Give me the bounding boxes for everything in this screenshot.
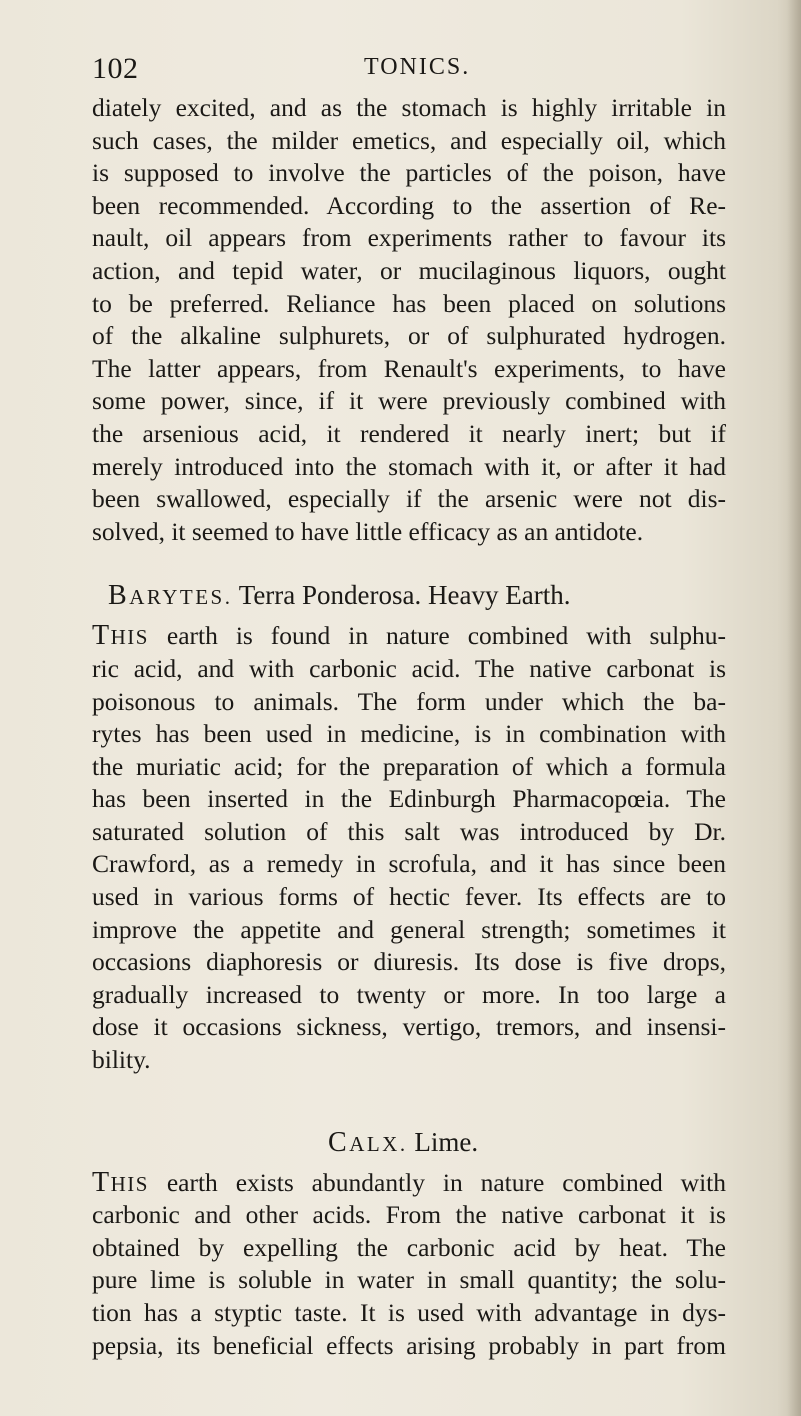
text-line: been swallowed, especially if the arsenic were not dis- <box>92 484 726 514</box>
text-line: THIS earth is found in nature combined with sulphu- <box>92 620 726 652</box>
text-line: tion has a styptic taste. It is used with advantage in dys- <box>92 1298 726 1327</box>
text-line: diately excited, and as the stomach is highly irritable in <box>92 93 726 122</box>
heading-name: BARYTES. <box>108 580 233 612</box>
section-gap <box>92 1077 726 1125</box>
text-line: dose it occasions sickness, vertigo, tremors, and insensi- <box>92 1012 726 1042</box>
body-text <box>92 92 726 1362</box>
section-gap <box>92 1159 726 1167</box>
text-line: improve the appetite and general strength; sometimes it <box>92 914 726 944</box>
text-line: obtained by expelling the carbonic acid by heat. The <box>92 1232 726 1262</box>
text-line: the muriatic acid; for the preparation of which a formula <box>92 751 726 781</box>
text-line: bility. <box>92 1045 151 1075</box>
text-line: used in various forms of hectic fever. Its effects are to <box>92 882 726 912</box>
text-line: occasions diaphoresis or diuresis. Its dose is five drops, <box>92 947 726 977</box>
running-head: TONICS. <box>364 54 471 80</box>
text-line: pepsia, its beneficial effects arising probably in part from <box>92 1330 726 1360</box>
text-line: the arsenious acid, it rendered it nearly inert; but if <box>92 418 726 448</box>
section-heading-calx: CALX. Lime. <box>328 1126 479 1158</box>
text-line: THIS earth exists abundantly in nature combined with <box>92 1166 726 1198</box>
text-line: Crawford, as a remedy in scrofula, and it has since been <box>92 849 726 879</box>
text-line: ric acid, and with carbonic acid. The native carbonat is <box>92 653 726 683</box>
text-line: has been inserted in the Edinburgh Pharmacopœia. The <box>92 784 726 814</box>
text-line: saturated solution of this salt was introduced by Dr. <box>92 816 726 846</box>
page-header <box>92 52 732 88</box>
text-line: rytes has been used in medicine, is in combination with <box>92 719 726 749</box>
text-line: is supposed to involve the particles of the poison, have <box>92 158 726 188</box>
section-gap <box>92 612 726 620</box>
text-line: of the alkaline sulphurets, or of sulphurated hydrogen. <box>92 321 726 351</box>
text-line: been recommended. According to the assertion of Re- <box>92 190 726 220</box>
text-line: pure lime is soluble in water in small quantity; the solu- <box>92 1265 726 1295</box>
paragraph-opening-word: THIS <box>92 1166 149 1198</box>
text-line: merely introduced into the stomach with it, or after it had <box>92 451 726 481</box>
text-line: to be preferred. Reliance has been placed on solutions <box>92 288 726 318</box>
text-line: some power, since, if it were previously combined with <box>92 386 726 416</box>
text-line: poisonous to animals. The form under which the ba- <box>92 686 726 716</box>
text-line: such cases, the milder emetics, and especially oil, which <box>92 125 726 155</box>
text-line: gradually increased to twenty or more. In too large a <box>92 979 726 1009</box>
text-line: solved, it seemed to have little efficacy as an antidote. <box>92 516 644 546</box>
page-edge-shadow <box>787 0 801 1416</box>
text-line: The latter appears, from Renault's experiments, to have <box>92 353 726 383</box>
section-heading-barytes: BARYTES. Terra Ponderosa. Heavy Earth. <box>108 580 571 612</box>
text-line: carbonic and other acids. From the native carbonat it is <box>92 1200 726 1230</box>
text-line: nault, oil appears from experiments rather to favour its <box>92 223 726 253</box>
paragraph-opening-word: THIS <box>92 620 149 652</box>
heading-name: CALX. <box>328 1126 408 1158</box>
section-gap <box>92 548 726 578</box>
page-number: 102 <box>92 52 139 85</box>
text-line: action, and tepid water, or mucilaginous liquors, ought <box>92 255 726 285</box>
